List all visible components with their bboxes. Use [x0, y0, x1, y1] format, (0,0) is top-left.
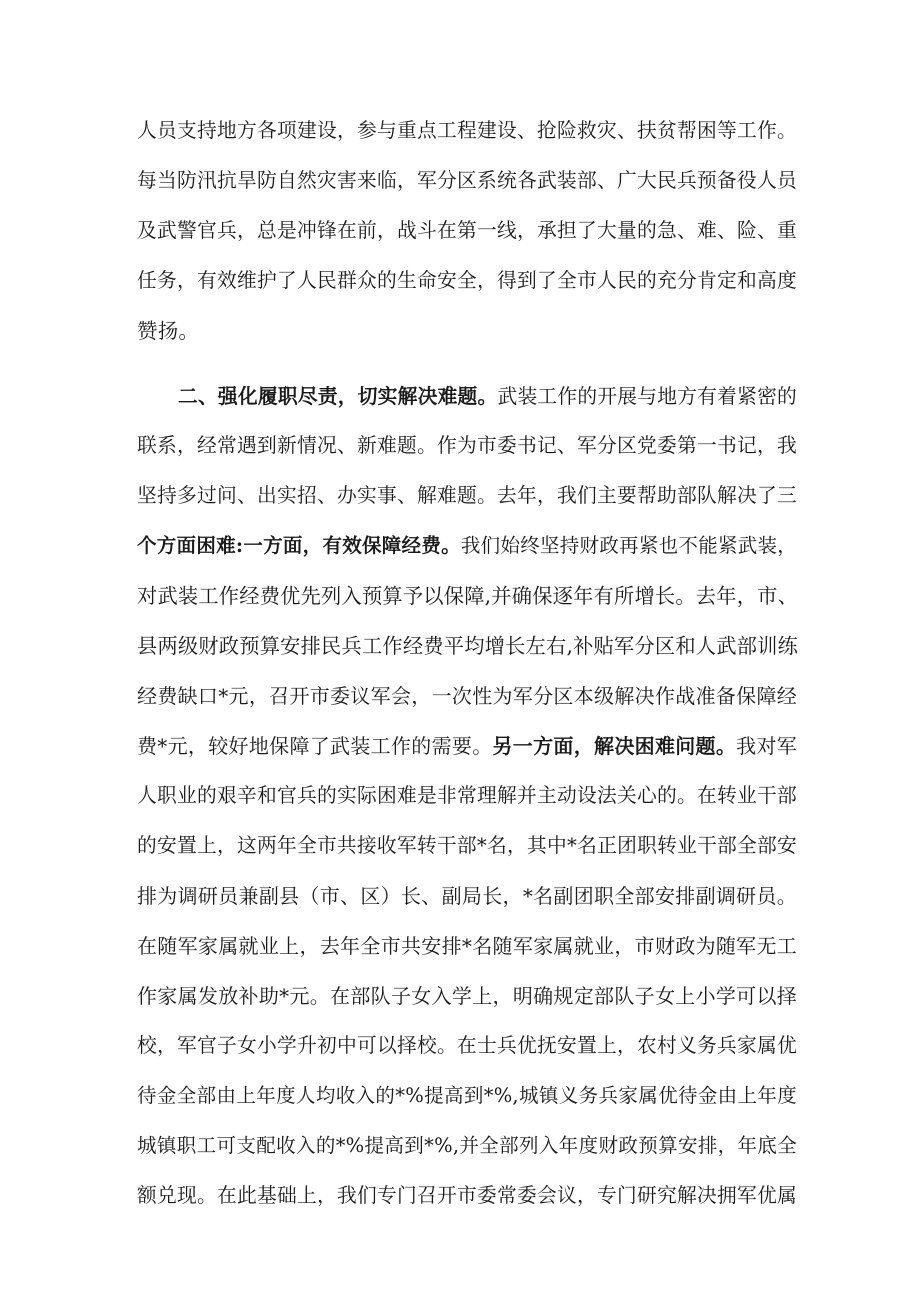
- line-8-text: 我对军: [736, 734, 797, 758]
- paragraph-2-line-14: 校，军官子女小学升初中可以择校。在士兵优抚安置上，农村义务兵家属优: [137, 1034, 797, 1057]
- paragraph-2-line-11: 排为调研员兼副县（市、区）长、副局长，*名副团职全部安排副调研员。: [137, 884, 797, 908]
- paragraph-2-line-16: 城镇职工可支配收入的*%提高到*%,并全部列入年度财政预算安排，年底全: [137, 1134, 797, 1157]
- paragraph-1-line-3: 及武警官兵，总是冲锋在前，战斗在第一线，承担了大量的急、难、险、重: [137, 219, 797, 242]
- paragraph-2-line-4: [137, 531, 797, 561]
- paragraph-1-line-4: 任务，有效维护了人民群众的生命安全，得到了全市人民的充分肯定和高度: [137, 269, 797, 292]
- paragraph-2-line-8: [137, 731, 797, 761]
- paragraph-2-line-9: 人职业的艰辛和官兵的实际困难是非常理解并主动设法关心的。在转业干部: [137, 784, 797, 807]
- first-aspect-heading: 一方面，有效保障经费。: [243, 534, 461, 557]
- paragraph-2-line-1: [178, 381, 797, 411]
- line-4-text: 我们始终坚持财政再紧也不能紧武装，: [460, 534, 797, 557]
- paragraph-2-line-17: 额兑现。在此基础上，我们专门召开市委常委会议，专门研究解决拥军优属: [137, 1184, 797, 1207]
- paragraph-1-line-5: 赞扬。: [137, 319, 200, 343]
- paragraph-2-line-15: 待金全部由上年度人均收入的*%提高到*%,城镇义务兵家属优待金由上年度: [137, 1084, 797, 1107]
- paragraph-2-line-6: 县两级财政预算安排民兵工作经费平均增长左右,补贴军分区和人武部训练: [137, 634, 799, 658]
- paragraph-2-line-1-text: 武装工作的开展与地方有着紧密的: [497, 385, 797, 408]
- second-aspect-heading: 另一方面，解决困难问题。: [492, 734, 737, 758]
- paragraph-2-line-3: 坚持多过问、出实招、办实事、解难题。去年，我们主要帮助部队解决了三: [137, 484, 797, 507]
- paragraph-1-line-2: 每当防汛抗旱防自然灾害来临，军分区系统各武装部、广大民兵预备役人员: [137, 169, 797, 192]
- paragraph-1-line-1: 人员支持地方各项建设，参与重点工程建设、抢险救灾、扶贫帮困等工作。: [137, 119, 797, 142]
- paragraph-2-line-7: 经费缺口*元，召开市委议军会，一次性为军分区本级解决作战准备保障经: [137, 684, 797, 708]
- paragraph-2-line-13: 作家属发放补助*元。在部队子女入学上，明确规定部队子女上小学可以择: [137, 984, 797, 1008]
- line-4-prefix: 个方面困难:: [137, 534, 244, 557]
- paragraph-2-line-2: 联系，经常遇到新情况、新难题。作为市委书记、军分区党委第一书记，我: [137, 434, 797, 457]
- paragraph-2-line-10: 的安置上，这两年全市共接收军转干部*名，其中*名正团职转业干部全部安: [137, 834, 797, 857]
- paragraph-2-line-5: 对武装工作经费优先列入预算予以保障,并确保逐年有所增长。去年，市、: [137, 584, 799, 608]
- line-8-prefix: 费*元，较好地保障了武装工作的需要。: [137, 734, 493, 758]
- section-heading: 二、强化履职尽责，切实解决难题。: [178, 384, 498, 408]
- paragraph-2-line-12: 在随军家属就业上，去年全市共安排*名随军家属就业，市财政为随军无工: [137, 934, 797, 958]
